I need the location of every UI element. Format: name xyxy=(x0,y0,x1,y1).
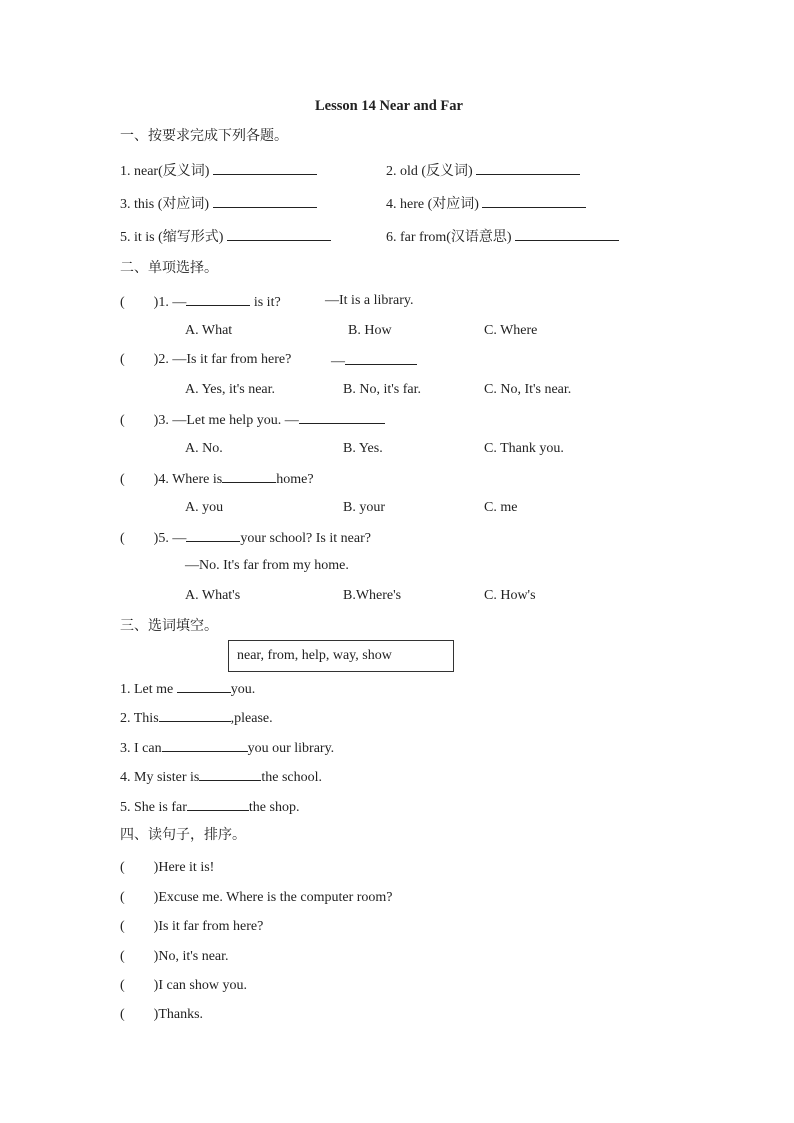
s4-item-1 xyxy=(120,859,214,877)
s2-q1 xyxy=(120,292,281,312)
section1-heading: 一、按要求完成下列各题。 xyxy=(120,128,288,144)
s2-q3-option-c[interactable]: C. Thank you. xyxy=(484,441,564,456)
s3-item-post: the shop. xyxy=(248,800,300,815)
s4-sentence: )Here it is! xyxy=(153,860,215,875)
paren-open: ( xyxy=(120,352,125,367)
paren-open: ( xyxy=(120,978,125,993)
q4-tail: home? xyxy=(276,472,314,487)
s1-item-6 xyxy=(386,227,619,247)
s3-item-1 xyxy=(120,679,255,699)
s1-item-5 xyxy=(120,227,331,247)
answer-blank[interactable] xyxy=(222,469,276,483)
q2-dash: — xyxy=(331,354,345,369)
s4-sentence: )Excuse me. Where is the computer room? xyxy=(153,890,393,905)
paren-open: ( xyxy=(120,949,125,964)
s2-q2-option-c[interactable]: C. No, It's near. xyxy=(484,382,572,397)
s4-item-5 xyxy=(120,977,247,995)
s2-q1-answer: —It is a library. xyxy=(325,293,414,308)
s1-item-4-label: 4. here (对应词) xyxy=(386,197,479,212)
word-bank-text: near, from, help, way, show xyxy=(237,648,392,663)
s2-q1-option-c[interactable]: C. Where xyxy=(484,323,538,338)
s3-item-post: you our library. xyxy=(247,741,335,756)
s3-item-3 xyxy=(120,738,334,758)
q5-text: )5. — xyxy=(153,531,187,546)
s4-sentence: )I can show you. xyxy=(153,978,247,993)
q4-text: )4. Where is xyxy=(153,472,223,487)
s2-q5-option-a[interactable]: A. What's xyxy=(185,588,241,603)
s3-item-post: ,please. xyxy=(230,711,273,726)
s3-item-2 xyxy=(120,708,273,728)
s4-item-3 xyxy=(120,918,263,936)
s4-item-6 xyxy=(120,1006,203,1024)
s4-sentence: )No, it's near. xyxy=(153,949,229,964)
s3-item-pre: 5. She is far xyxy=(120,800,187,815)
s4-sentence: )Is it far from here? xyxy=(153,919,264,934)
s2-q2 xyxy=(120,351,291,369)
s1-item-1-label: 1. near(反义词) xyxy=(120,164,210,179)
s2-q4 xyxy=(120,469,314,489)
s2-q3 xyxy=(120,410,385,430)
answer-blank[interactable] xyxy=(177,679,231,693)
answer-blank[interactable] xyxy=(476,161,580,175)
s1-item-6-label: 6. far from(汉语意思) xyxy=(386,230,512,245)
answer-blank[interactable] xyxy=(186,528,240,542)
s2-q4-option-c[interactable]: C. me xyxy=(484,500,518,515)
answer-blank[interactable] xyxy=(482,194,586,208)
answer-blank[interactable] xyxy=(199,767,261,781)
s2-q3-option-a[interactable]: A. No. xyxy=(185,441,223,456)
s3-item-pre: 4. My sister is xyxy=(120,770,200,785)
s2-q3-option-b[interactable]: B. Yes. xyxy=(343,441,383,456)
s2-q1-option-b[interactable]: B. How xyxy=(348,323,392,338)
s2-q5-answer: —No. It's far from my home. xyxy=(185,558,349,573)
section4-heading: 四、读句子，排序。 xyxy=(120,827,246,843)
answer-blank[interactable] xyxy=(515,227,619,241)
s2-q2-reply xyxy=(331,351,417,371)
s3-item-pre: 2. This xyxy=(120,711,159,726)
answer-blank[interactable] xyxy=(213,194,317,208)
answer-blank[interactable] xyxy=(159,708,231,722)
s4-sentence: )Thanks. xyxy=(153,1007,204,1022)
answer-blank[interactable] xyxy=(345,351,417,365)
q1-text: is it? xyxy=(250,295,281,310)
answer-blank[interactable] xyxy=(187,797,249,811)
paren-open: ( xyxy=(120,531,125,546)
paren-open: ( xyxy=(120,860,125,875)
s3-item-pre: 3. I can xyxy=(120,741,162,756)
answer-blank[interactable] xyxy=(186,292,250,306)
paren-open: ( xyxy=(120,295,125,310)
paren-open: ( xyxy=(120,890,125,905)
s1-item-4 xyxy=(386,194,586,214)
word-bank-box xyxy=(228,640,454,672)
s1-item-2 xyxy=(386,161,580,181)
s2-q4-option-a[interactable]: A. you xyxy=(185,500,224,515)
answer-blank[interactable] xyxy=(299,410,385,424)
paren-open: ( xyxy=(120,1007,125,1022)
s1-item-1 xyxy=(120,161,317,181)
section3-heading: 三、选词填空。 xyxy=(120,618,218,634)
section2-heading: 二、单项选择。 xyxy=(120,260,218,276)
q2-text: )2. —Is it far from here? xyxy=(153,352,292,367)
s1-item-3-label: 3. this (对应词) xyxy=(120,197,210,212)
s2-q2-option-b[interactable]: B. No, it's far. xyxy=(343,382,421,397)
s1-item-2-label: 2. old (反义词) xyxy=(386,164,473,179)
page-title: Lesson 14 Near and Far xyxy=(315,98,463,114)
answer-blank[interactable] xyxy=(213,161,317,175)
s1-item-5-label: 5. it is (缩写形式) xyxy=(120,230,224,245)
paren-open: ( xyxy=(120,472,125,487)
q5-tail: your school? Is it near? xyxy=(240,531,371,546)
s2-q5-option-c[interactable]: C. How's xyxy=(484,588,536,603)
answer-blank[interactable] xyxy=(227,227,331,241)
q3-text: )3. —Let me help you. — xyxy=(153,413,299,428)
s2-q5 xyxy=(120,528,371,548)
paren-open: ( xyxy=(120,919,125,934)
s3-item-5 xyxy=(120,797,299,817)
s1-item-3 xyxy=(120,194,317,214)
q1-number: )1. — xyxy=(153,295,187,310)
s2-q5-option-b[interactable]: B.Where's xyxy=(343,588,402,603)
s3-item-pre: 1. Let me xyxy=(120,682,177,697)
s2-q2-option-a[interactable]: A. Yes, it's near. xyxy=(185,382,276,397)
s3-item-4 xyxy=(120,767,322,787)
s4-item-2 xyxy=(120,889,393,907)
s2-q1-option-a[interactable]: A. What xyxy=(185,323,233,338)
paren-open: ( xyxy=(120,413,125,428)
s3-item-post: the school. xyxy=(261,770,322,785)
answer-blank[interactable] xyxy=(162,738,248,752)
s4-item-4 xyxy=(120,948,229,966)
s2-q4-option-b[interactable]: B. your xyxy=(343,500,385,515)
s3-item-post: you. xyxy=(230,682,256,697)
